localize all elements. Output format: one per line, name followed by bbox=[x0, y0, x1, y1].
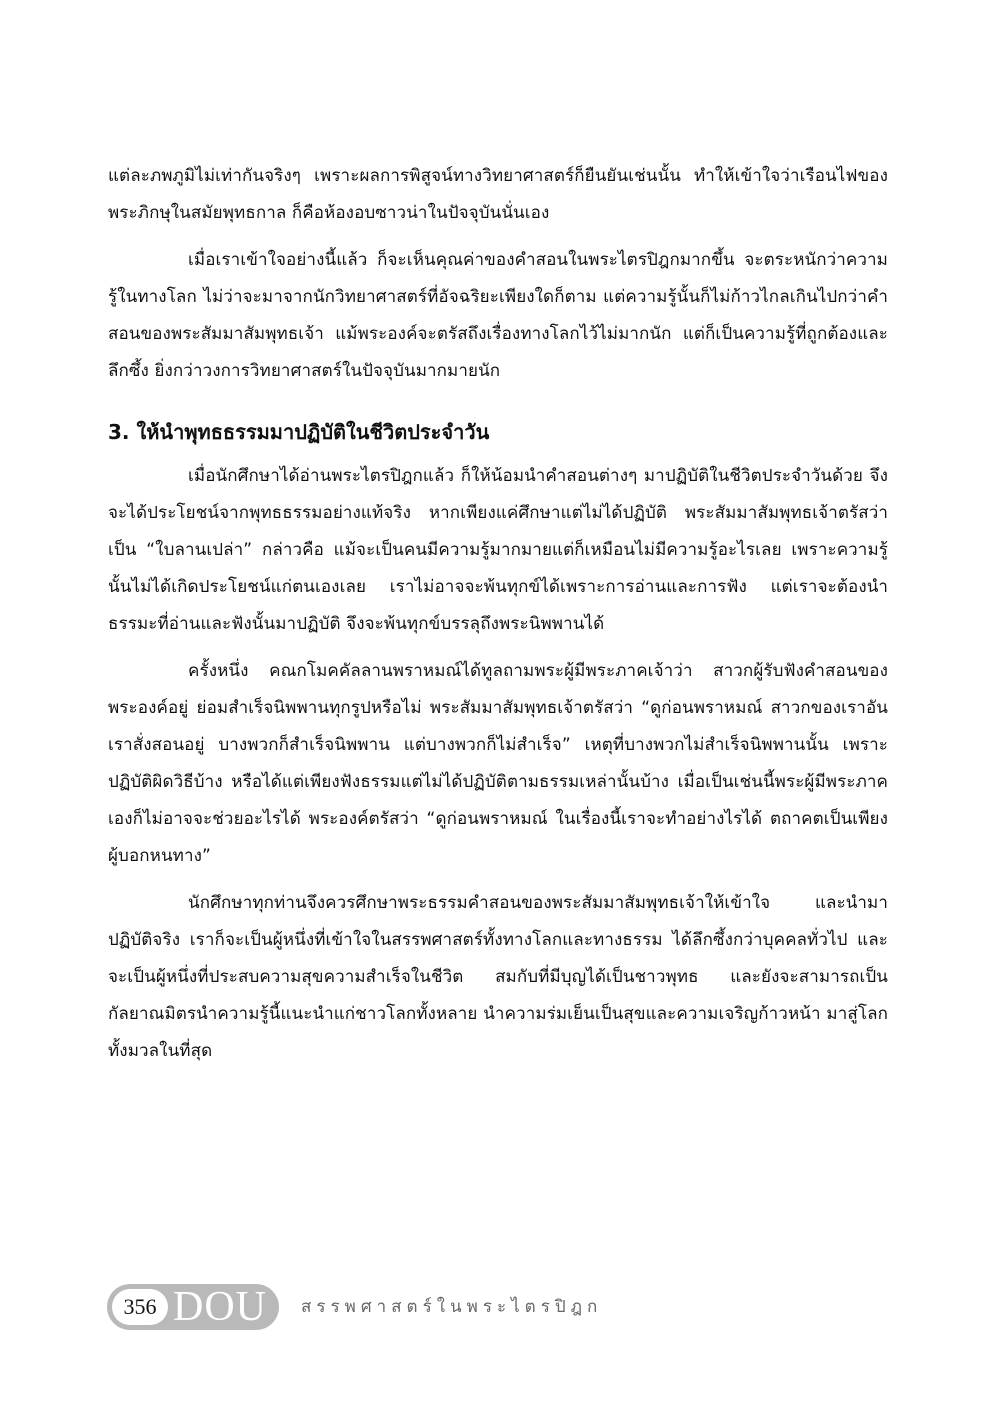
footer-badge bbox=[107, 1284, 279, 1330]
book-title: สรรพศาสตร์ในพระไตรปิฎก bbox=[301, 1297, 603, 1317]
paragraph-3: เมื่อนักศึกษาได้อ่านพระไตรปิฎกแล้ว ก็ให้น้อมนำคำสอนต่างๆ มาปฏิบัติในชีวิตประจำวันด้วย จึงจะได้ประโยชน์จากพุทธธรรมอย่างแท้จริง หากเพียงแค่ศึกษาแต่ไม่ได้ปฏิบัติ พระสัมมาสัมพุทธเจ้าตรัสว่าเป็น “ใบลานเปล่า” กล่าวคือ แม้จะเป็นคนมีความรู้มากมายแต่ก็เหมือนไม่มีความรู้อะไรเลย เพราะความรู้นั้นไม่ได้เกิดประโยชน์แก่ตนเองเลย เราไม่อาจจะพ้นทุกข์ได้เพราะการอ่านและการฟัง แต่เราจะต้องนำธรรมะที่อ่านและฟังนั้นมาปฏิบัติ จึงจะพ้นทุกข์บรรลุถึงพระนิพพานได้ bbox=[108, 466, 888, 634]
section-heading: 3. ให้นำพุทธธรรมมาปฏิบัติในชีวิตประจำวัน bbox=[108, 420, 490, 444]
page-content bbox=[108, 158, 888, 1080]
dou-logo: DOU bbox=[173, 1284, 267, 1330]
paragraph-1: แต่ละภพภูมิไม่เท่ากันจริงๆ เพราะผลการพิสูจน์ทางวิทยาศาสตร์ก็ยืนยันเช่นนั้น ทำให้เข้าใจว่าเรือนไฟของพระภิกษุในสมัยพุทธกาล ก็คือห้องอบซาวน่าในปัจจุบันนั่นเอง bbox=[108, 166, 888, 223]
paragraph-5: นักศึกษาทุกท่านจึงควรศึกษาพระธรรมคำสอนของพระสัมมาสัมพุทธเจ้าให้เข้าใจ และนำมาปฏิบัติจริง เราก็จะเป็นผู้หนึ่งที่เข้าใจในสรรพศาสตร์ทั้งทางโลกและทางธรรม ได้ลึกซึ้งกว่าบุคคลทั่วไป และจะเป็นผู้หนึ่งที่ประสบความสุขความสำเร็จในชีวิต สมกับที่มีบุญได้เป็นชาวพุทธ และยังจะสามารถเป็นกัลยาณมิตรนำความรู้นี้แนะนำแก่ชาวโลกทั้งหลาย นำความร่มเย็นเป็นสุขและความเจริญก้าวหน้า มาสู่โลกทั้งมวลในที่สุด bbox=[108, 893, 888, 1061]
page-footer bbox=[107, 1284, 807, 1330]
paragraph-4: ครั้งหนึ่ง คณกโมคคัลลานพราหมณ์ได้ทูลถามพระผู้มีพระภาคเจ้าว่า สาวกผู้รับฟังคำสอนของพระองค์อยู่ ย่อมสำเร็จนิพพานทุกรูปหรือไม่ พระสัมมาสัมพุทธเจ้าตรัสว่า “ดูก่อนพราหมณ์ สาวกของเราอันเราสั่งสอนอยู่ บางพวกก็สำเร็จนิพพาน แต่บางพวกก็ไม่สำเร็จ” เหตุที่บางพวกไม่สำเร็จนิพพานนั้น เพราะปฏิบัติผิดวิธีบ้าง หรือได้แต่เพียงฟังธรรมแต่ไม่ได้ปฏิบัติตามธรรมเหล่านั้นบ้าง เมื่อเป็นเช่นนี้พระผู้มีพระภาคเองก็ไม่อาจจะช่วยอะไรได้ พระองค์ตรัสว่า “ดูก่อนพราหมณ์ ในเรื่องนี้เราจะทำอย่างไรได้ ตถาคตเป็นเพียงผู้บอกหนทาง” bbox=[108, 661, 888, 866]
page-number: 356 bbox=[112, 1289, 168, 1325]
paragraph-2: เมื่อเราเข้าใจอย่างนี้แล้ว ก็จะเห็นคุณค่าของคำสอนในพระไตรปิฎกมากขึ้น จะตระหนักว่าความรู้ในทางโลก ไม่ว่าจะมาจากนักวิทยาศาสตร์ที่อัจฉริยะเพียงใดก็ตาม แต่ความรู้นั้นก็ไม่ก้าวไกลเกินไปกว่าคำสอนของพระสัมมาสัมพุทธเจ้า แม้พระองค์จะตรัสถึงเรื่องทางโลกไว้ไม่มากนัก แต่ก็เป็นความรู้ที่ถูกต้องและลึกซึ้ง ยิ่งกว่าวงการวิทยาศาสตร์ในปัจจุบันมากมายนัก bbox=[108, 250, 888, 381]
